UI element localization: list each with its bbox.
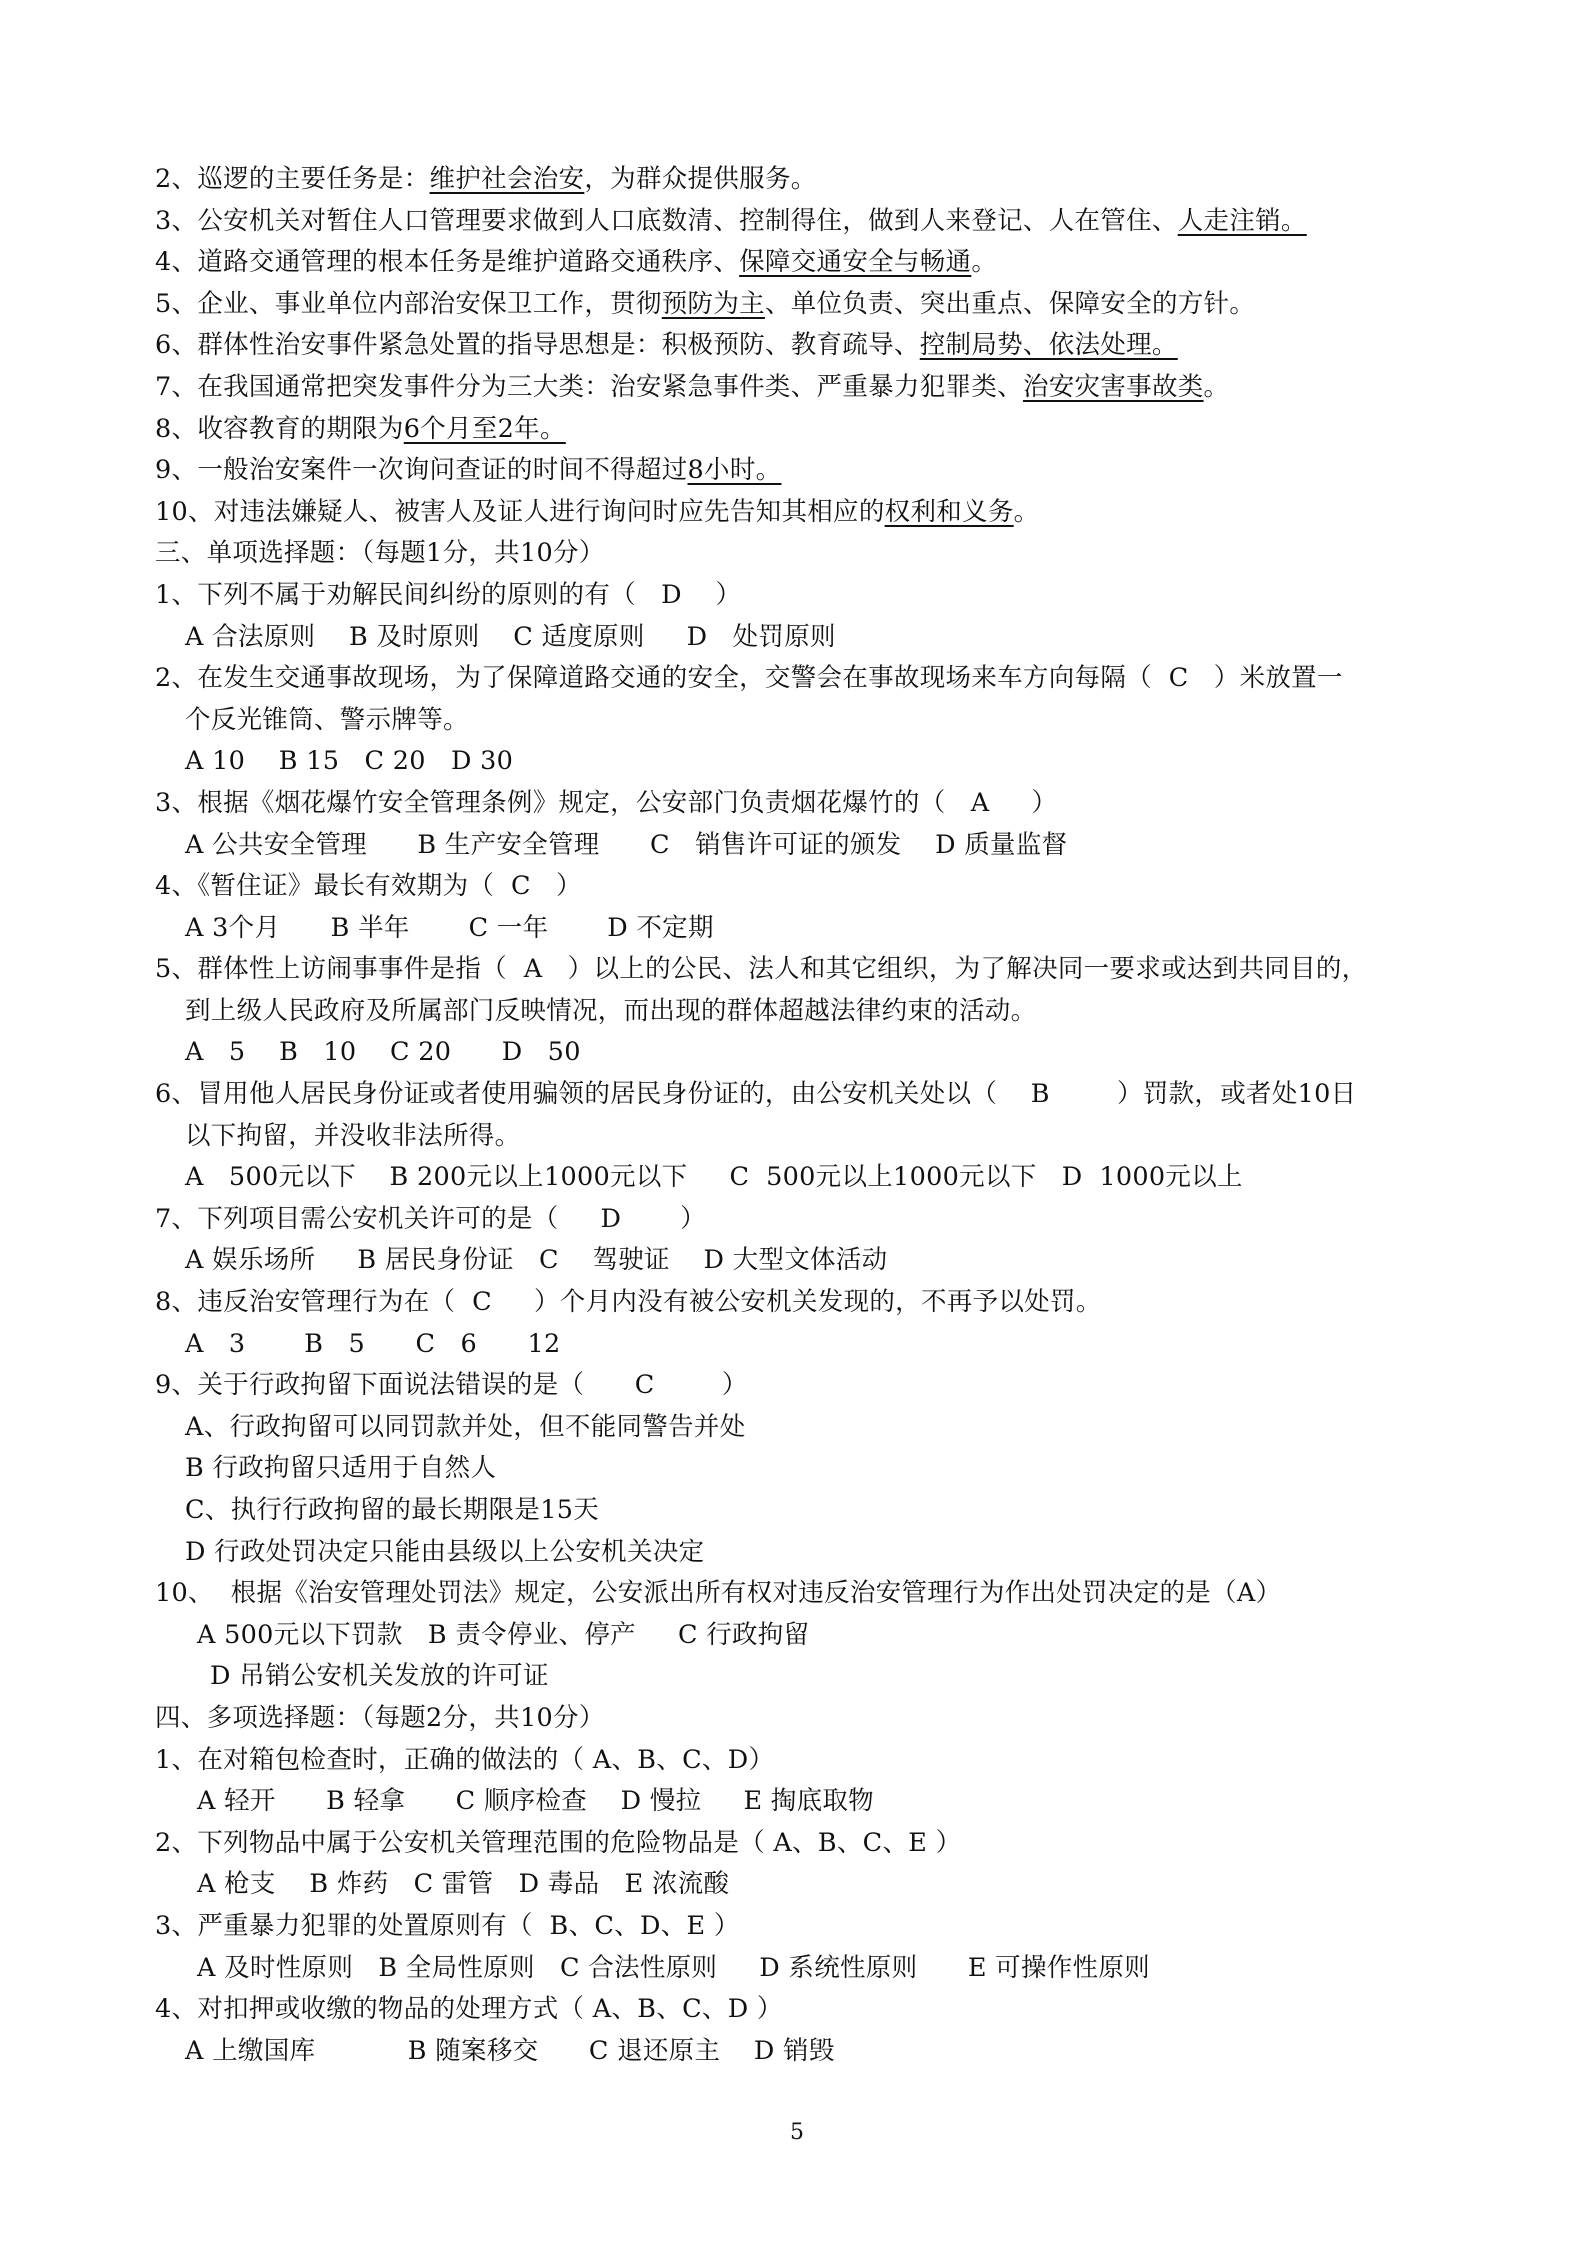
question-line: 3、根据《烟花爆竹安全管理条例》规定，公安部门负责烟花爆竹的（ A ）	[155, 787, 1058, 818]
multiple-choice-list	[155, 1740, 1455, 2073]
fill-in-item: 8、收容教育的期限为6个月至2年。	[155, 413, 566, 444]
fill-in-item: 3、公安机关对暂住人口管理要求做到人口底数清、控制得住，做到人来登记、人在管住、人走注销。	[155, 205, 1307, 236]
option-line: A 500元以下 B 200元以上1000元以下 C 500元以上1000元以下 D 1000元以上	[185, 1162, 1243, 1193]
section-heading: 三、单项选择题：（每题1分，共10分）	[155, 538, 605, 569]
option-line: A、行政拘留可以同罚款并处，但不能同警告并处	[185, 1411, 746, 1442]
answer: 人走注销。	[1177, 205, 1307, 236]
question-line: 10、 根据《治安管理处罚法》规定，公安派出所有权对违反治安管理行为作出处罚决定的是（A）	[155, 1578, 1282, 1609]
page-number: 5	[790, 2120, 804, 2145]
fill-in-item: 10、对违法嫌疑人、被害人及证人进行询问时应先告知其相应的权利和义务。	[155, 496, 1040, 527]
answer: 维护社会治安	[429, 164, 585, 194]
answer: 权利和义务	[884, 496, 1014, 527]
fill-in-item: 7、在我国通常把突发事件分为三大类：治安紧急事件类、严重暴力犯罪类、治安灾害事故类。	[155, 371, 1230, 402]
answer: 预防为主	[661, 288, 765, 319]
question-line: 2、在发生交通事故现场，为了保障道路交通的安全，交警会在事故现场来车方向每隔（ C ）米放置一	[155, 663, 1343, 694]
fill-in-item: 9、一般治安案件一次询问查证的时间不得超过8小时。	[155, 455, 782, 486]
question-line: 4、《暂住证》最长有效期为（ C ）	[155, 871, 582, 902]
question-line: 2、下列物品中属于公安机关管理范围的危险物品是（ A、B、C、E ）	[155, 1827, 962, 1858]
option-line: A 3个月 B 半年 C 一年 D 不定期	[185, 912, 714, 943]
option-line: D 行政处罚决定只能由县级以上公安机关决定	[185, 1536, 705, 1567]
single-choice-list	[155, 575, 1455, 1698]
option-line: B 行政拘留只适用于自然人	[185, 1453, 497, 1484]
fill-in-item: 5、企业、事业单位内部治安保卫工作，贯彻预防为主、单位负责、突出重点、保障安全的方针。	[155, 288, 1256, 319]
answer: 控制局势、依法处理。	[919, 330, 1178, 361]
question-line: 1、下列不属于劝解民间纠纷的原则的有（ D ）	[155, 579, 742, 610]
fill-in-item: 2、巡逻的主要任务是：维护社会治安，为群众提供服务。	[155, 164, 817, 194]
question-line: 6、冒用他人居民身份证或者使用骗领的居民身份证的，由公安机关处以（ B ）罚款，或者处10日	[155, 1079, 1357, 1110]
option-line: A 娱乐场所 B 居民身份证 C 驾驶证 D 大型文体活动	[185, 1245, 888, 1276]
option-line: 个反光锥筒、警示牌等。	[185, 704, 469, 735]
option-line: A 10 B 15 C 20 D 30	[185, 746, 514, 777]
question-line: 5、群体性上访闹事事件是指（ A ）以上的公民、法人和其它组织，为了解决同一要求或达到共同目的，	[155, 954, 1368, 985]
answer: 保障交通安全与畅通	[739, 247, 972, 278]
answer: 8小时。	[687, 455, 782, 486]
page-content	[155, 159, 1455, 2072]
single-choice-section	[155, 533, 1455, 1698]
question-line: 9、关于行政拘留下面说法错误的是（ C ）	[155, 1370, 748, 1401]
option-line: A 及时性原则 B 全局性原则 C 合法性原则 D 系统性原则 E 可操作性原则	[197, 1952, 1150, 1983]
section-heading: 四、多项选择题：（每题2分，共10分）	[155, 1702, 605, 1733]
option-line: A 5 B 10 C 20 D 50	[185, 1037, 581, 1068]
option-line: C、执行行政拘留的最长期限是15天	[185, 1495, 600, 1525]
option-line: A 合法原则 B 及时原则 C 适度原则 D 处罚原则	[185, 621, 836, 652]
question-line: 7、下列项目需公安机关许可的是（ D ）	[155, 1203, 706, 1234]
option-line: 到上级人民政府及所属部门反映情况，而出现的群体超越法律约束的活动。	[185, 995, 1037, 1026]
option-line: A 上缴国库 B 随案移交 C 退还原主 D 销毁	[185, 2035, 835, 2066]
question-line: 4、对扣押或收缴的物品的处理方式（ A、B、C、D ）	[155, 1994, 783, 2025]
option-line: A 枪支 B 炸药 C 雷管 D 毒品 E 浓流酸	[197, 1869, 730, 1900]
option-line: 以下拘留，并没收非法所得。	[185, 1120, 521, 1151]
multiple-choice-section	[155, 1698, 1455, 2072]
option-line: A 公共安全管理 B 生产安全管理 C 销售许可证的颁发 D 质量监督	[185, 829, 1068, 860]
option-line: A 3 B 5 C 6 12	[185, 1328, 561, 1359]
question-line: 1、在对箱包检查时，正确的做法的（ A、B、C、D）	[155, 1744, 775, 1775]
option-line: A 500元以下罚款 B 责令停业、停产 C 行政拘留	[197, 1619, 810, 1650]
option-line: D 吊销公安机关发放的许可证	[210, 1661, 549, 1692]
question-line: 8、违反治安管理行为在（ C ）个月内没有被公安机关发现的，不再予以处罚。	[155, 1287, 1102, 1318]
question-line: 3、严重暴力犯罪的处置原则有（ B、C、D、E ）	[155, 1910, 740, 1941]
option-line: A 轻开 B 轻拿 C 顺序检查 D 慢拉 E 掏底取物	[197, 1786, 874, 1817]
fill-in-item: 4、道路交通管理的根本任务是维护道路交通秩序、保障交通安全与畅通。	[155, 247, 998, 278]
answer: 6个月至2年。	[403, 413, 566, 444]
fill-in-section	[155, 159, 1455, 533]
fill-in-item: 6、群体性治安事件紧急处置的指导思想是：积极预防、教育疏导、控制局势、依法处理。	[155, 330, 1178, 361]
answer: 治安灾害事故类	[1022, 371, 1204, 402]
